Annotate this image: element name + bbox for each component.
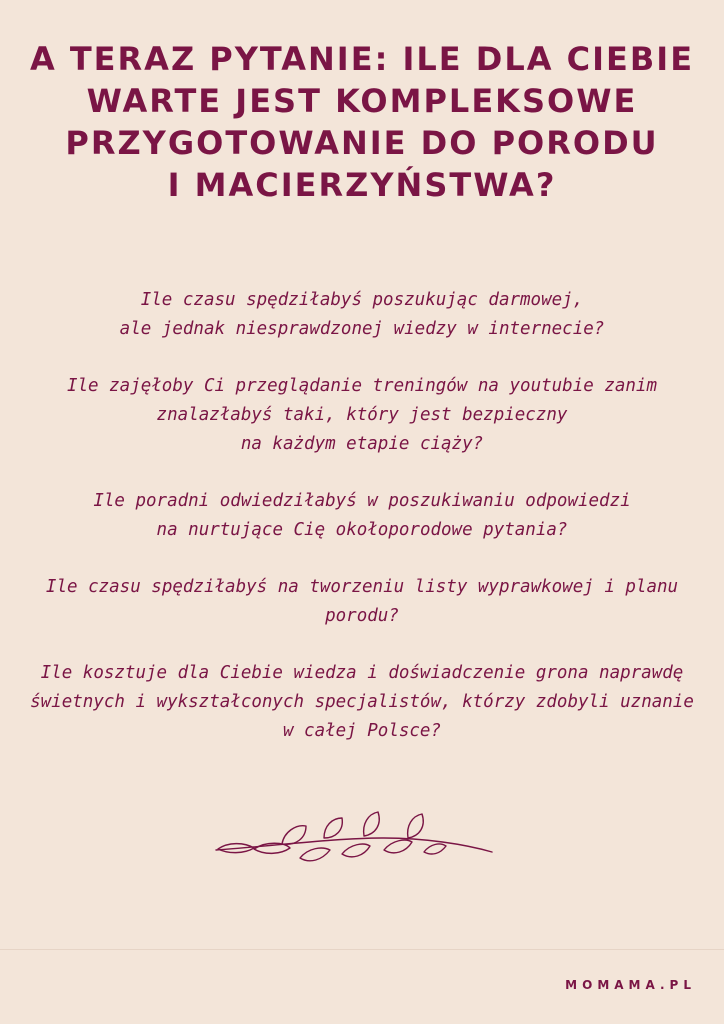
footer-divider bbox=[0, 949, 724, 950]
question-specialists bbox=[20, 659, 704, 746]
question-line: Ile kosztuje dla Ciebie wiedza i doświadczenie grona naprawdę bbox=[40, 663, 684, 683]
question-line: znalazłabyś taki, który jest bezpieczny bbox=[156, 405, 568, 425]
question-line: świetnych i wykształconych specjalistów, którzy zdobyli uznanie bbox=[30, 692, 694, 712]
title-line: A TERAZ PYTANIE: ILE DLA CIEBIE bbox=[29, 40, 695, 78]
question-line: Ile czasu spędziłabyś na tworzeniu listy wyprawkowej i planu bbox=[45, 577, 679, 597]
question-line: na nurtujące Cię okołoporodowe pytania? bbox=[156, 520, 568, 540]
title-line: PRZYGOTOWANIE DO PORODU bbox=[65, 124, 659, 162]
question-layette-list bbox=[20, 573, 704, 631]
question-line: w całej Polsce? bbox=[282, 721, 442, 741]
question-line: Ile czasu spędziłabyś poszukując darmowej, bbox=[140, 290, 584, 310]
title-line: WARTE JEST KOMPLEKSOWE bbox=[86, 82, 638, 120]
question-line: ale jednak niesprawdzonej wiedzy w internecie? bbox=[119, 319, 605, 339]
question-search-time bbox=[20, 286, 704, 344]
brand-logo-text[interactable]: MOMAMA.PL bbox=[565, 978, 696, 992]
page-title bbox=[24, 38, 700, 206]
leaf-branch-icon bbox=[214, 808, 496, 876]
question-line: na każdym etapie ciąży? bbox=[240, 434, 484, 454]
title-line: I MACIERZYŃSTWA? bbox=[167, 166, 557, 204]
question-line: Ile poradni odwiedziłabyś w poszukiwaniu odpowiedzi bbox=[93, 491, 631, 511]
question-clinics bbox=[20, 487, 704, 545]
question-youtube-workouts bbox=[20, 372, 704, 459]
questions-list bbox=[20, 286, 704, 774]
question-line: porodu? bbox=[325, 606, 399, 626]
question-line: Ile zajęłoby Ci przeglądanie treningów na youtubie zanim bbox=[66, 376, 657, 396]
